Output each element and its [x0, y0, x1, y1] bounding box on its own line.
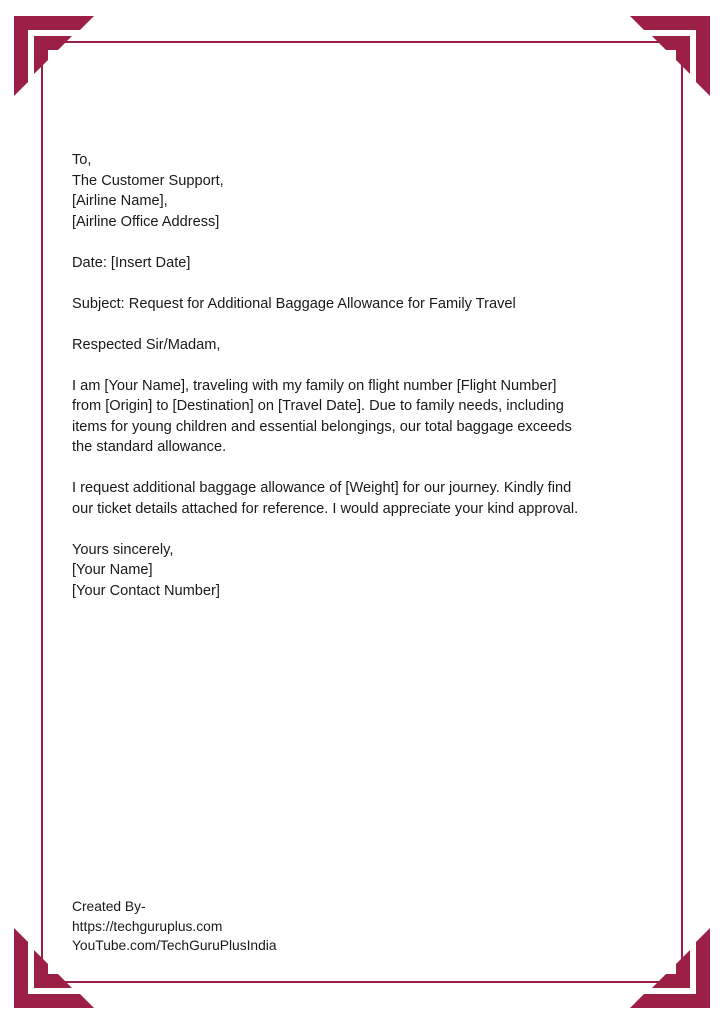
website-link[interactable]: https://techguruplus.com — [72, 918, 223, 934]
corner-ornament-top-left — [14, 16, 94, 96]
paragraph-line: our ticket details attached for reference. I would appreciate your kind approval. — [72, 500, 579, 517]
footer-credits — [72, 897, 277, 956]
letter-closing — [72, 540, 662, 602]
paragraph-line: items for young children and essential belongings, our total baggage exceeds — [72, 418, 572, 435]
paragraph-line: from [Origin] to [Destination] on [Travel Date]. Due to family needs, including — [72, 398, 564, 414]
closing-line: Yours sincerely, — [72, 541, 174, 558]
corner-ornament-bottom-right — [630, 928, 710, 1008]
corner-ornament-top-right — [630, 16, 710, 96]
subject-line: Subject: Request for Additional Baggage Allowance for Family Travel — [72, 295, 516, 312]
recipient-line: [Airline Name], — [72, 193, 168, 209]
body-paragraph-1 — [72, 376, 662, 458]
recipient-line: [Airline Office Address] — [72, 213, 220, 230]
letter-body — [72, 150, 662, 622]
paragraph-line: I request additional baggage allowance of [Weight] for our journey. Kindly find — [72, 480, 572, 496]
closing-line: [Your Contact Number] — [72, 582, 220, 599]
paragraph-line: the standard allowance. — [72, 439, 227, 455]
created-by-label: Created By- — [72, 899, 146, 914]
recipient-line: The Customer Support, — [72, 172, 224, 189]
paragraph-line: I am [Your Name], traveling with my family on flight number [Flight Number] — [72, 377, 557, 394]
recipient-address — [72, 150, 662, 232]
letter-date — [72, 253, 662, 274]
closing-line: [Your Name] — [72, 562, 153, 578]
letter-subject — [72, 294, 662, 315]
youtube-link[interactable]: YouTube.com/TechGuruPlusIndia — [72, 938, 277, 953]
date-line: Date: [Insert Date] — [72, 254, 191, 271]
salutation-line: Respected Sir/Madam, — [72, 336, 221, 353]
body-paragraph-2 — [72, 478, 662, 519]
letter-salutation — [72, 335, 662, 356]
recipient-line: To, — [72, 152, 92, 168]
